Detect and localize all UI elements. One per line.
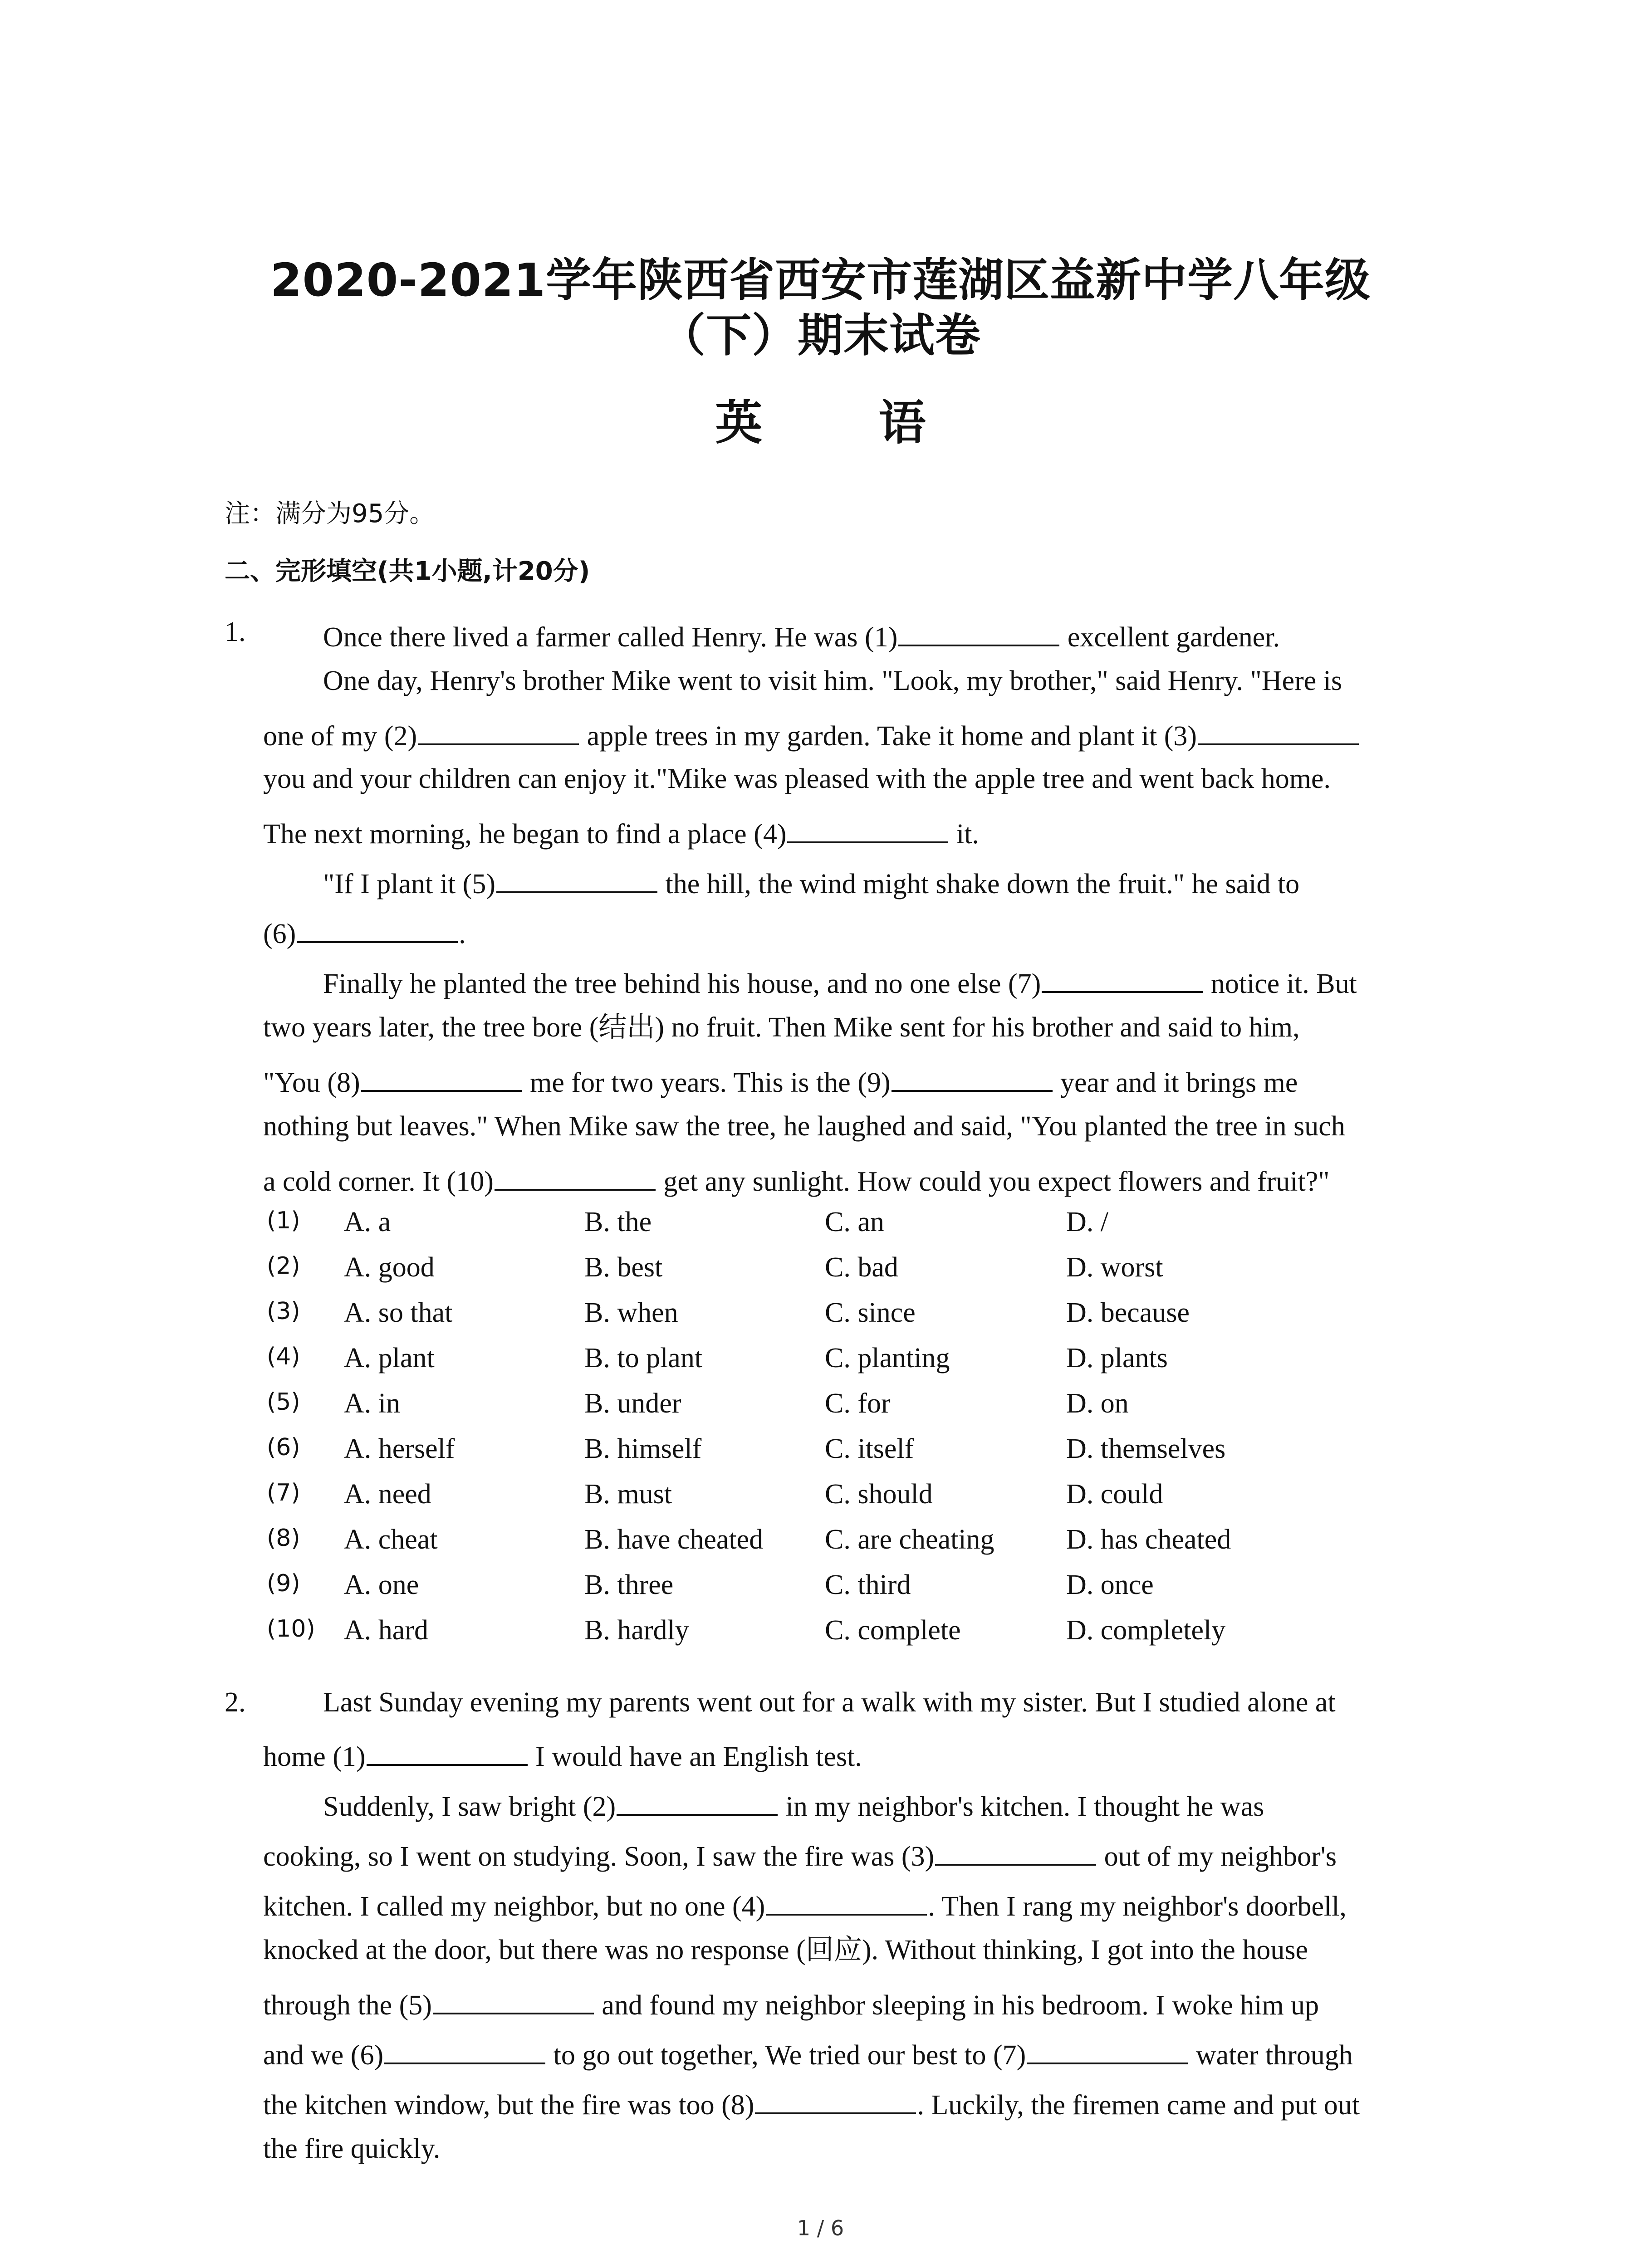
option-b[interactable]: B. when (584, 1297, 678, 1328)
passage-line (263, 765, 1331, 793)
text: me for two years. This is the (9) (523, 1067, 891, 1098)
option-d[interactable]: D. worst (1066, 1252, 1163, 1283)
answer-blank[interactable] (418, 717, 579, 745)
text: to go out together, We tried our best to (7) (546, 2039, 1026, 2071)
passage-line (263, 1837, 1337, 1871)
text: Last Sunday evening my parents went out for a walk with my sister. But I studied alone at (323, 1687, 1336, 1718)
text: notice it. But (1204, 968, 1357, 999)
answer-blank[interactable] (935, 1837, 1096, 1866)
question-number: 1. (225, 616, 246, 647)
passage-line (323, 1787, 1264, 1821)
text: get any sunlight. How could you expect flowers and fruit?" (656, 1166, 1330, 1197)
text: it. (949, 818, 979, 850)
option-number: (9) (267, 1570, 300, 1597)
option-c[interactable]: C. bad (825, 1252, 898, 1283)
answer-blank[interactable] (433, 1986, 594, 2014)
score-note: 注：满分为95分。 (225, 499, 435, 528)
option-a[interactable]: A. need (344, 1479, 431, 1510)
option-b[interactable]: B. have cheated (584, 1524, 764, 1555)
text: "If I plant it (5) (323, 868, 495, 899)
answer-blank[interactable] (898, 618, 1059, 646)
page-number: 1 / 6 (797, 2216, 844, 2240)
option-d[interactable]: D. could (1066, 1479, 1163, 1510)
text: and found my neighbor sleeping in his bedroom. I woke him up (594, 1989, 1319, 2021)
option-b[interactable]: B. must (584, 1479, 672, 1510)
option-a[interactable]: A. so that (344, 1297, 453, 1328)
passage-line (323, 865, 1299, 898)
text: knocked at the door, but there was no response (回应). Without thinking, I got into the house (263, 1935, 1308, 1965)
passage-line (263, 717, 1360, 750)
text: . Luckily, the firemen came and put out (917, 2089, 1360, 2121)
text: the kitchen window, but the fire was too (8) (263, 2089, 754, 2121)
answer-blank[interactable] (496, 865, 657, 893)
passage-line (263, 1162, 1330, 1196)
passage-line (323, 618, 1280, 651)
text: out of my neighbor's (1097, 1841, 1337, 1872)
answer-blank[interactable] (361, 1063, 522, 1092)
text: two years later, the tree bore (结出) no fruit. Then Mike sent for his brother and said to him, (263, 1012, 1300, 1043)
option-c[interactable]: C. complete (825, 1615, 961, 1646)
answer-blank[interactable] (384, 2036, 545, 2064)
option-d[interactable]: D. themselves (1066, 1433, 1226, 1464)
text: nothing but leaves." When Mike saw the tree, he laughed and said, "You planted the tree in such (263, 1111, 1345, 1142)
answer-blank[interactable] (617, 1787, 778, 1816)
option-a[interactable]: A. good (344, 1252, 435, 1283)
option-a[interactable]: A. plant (344, 1343, 435, 1374)
subject-heading: 英 语 (715, 395, 976, 450)
exam-title-line2: （下）期末试卷 (660, 309, 981, 362)
text: the fire quickly. (263, 2133, 441, 2164)
text: Once there lived a farmer called Henry. He was (1) (323, 621, 898, 653)
option-c[interactable]: C. itself (825, 1433, 914, 1464)
text: apple trees in my garden. Take it home and plant it (3) (580, 720, 1197, 752)
text: and we (6) (263, 2039, 384, 2071)
option-b[interactable]: B. under (584, 1388, 681, 1419)
text: cooking, so I went on studying. Soon, I saw the fire was (3) (263, 1841, 935, 1872)
text: you and your children can enjoy it."Mike was pleased with the apple tree and went back home. (263, 763, 1331, 794)
option-number: (7) (267, 1479, 300, 1506)
passage-line (263, 1986, 1319, 2019)
text: water through (1189, 2039, 1353, 2071)
option-b[interactable]: B. to plant (584, 1343, 703, 1374)
option-number: (3) (267, 1298, 300, 1325)
option-d[interactable]: D. once (1066, 1569, 1154, 1600)
section-heading: 二、完形填空(共1小题,计20分) (225, 557, 590, 586)
text: I would have an English test. (528, 1741, 862, 1772)
answer-blank[interactable] (495, 1162, 656, 1191)
option-b[interactable]: B. himself (584, 1433, 702, 1464)
answer-blank[interactable] (297, 914, 458, 943)
passage-line (263, 1063, 1298, 1097)
passage-line (263, 1112, 1345, 1140)
option-number: (1) (267, 1207, 300, 1234)
exam-title-line1: 2020-2021学年陕西省西安市莲湖区益新中学八年级 (270, 254, 1371, 307)
option-b[interactable]: B. the (584, 1207, 652, 1237)
option-b[interactable]: B. three (584, 1569, 674, 1600)
text: excellent gardener. (1060, 621, 1280, 653)
answer-blank[interactable] (755, 2086, 916, 2114)
option-a[interactable]: A. a (344, 1207, 391, 1237)
text: The next morning, he began to find a place (4) (263, 818, 787, 850)
text: Finally he planted the tree behind his house, and no one else (7) (323, 968, 1041, 999)
option-b[interactable]: B. best (584, 1252, 663, 1283)
option-c[interactable]: C. third (825, 1569, 911, 1600)
option-a[interactable]: A. in (344, 1388, 400, 1419)
answer-blank[interactable] (1198, 717, 1359, 745)
option-number: (4) (267, 1343, 300, 1370)
passage-line (263, 2135, 440, 2163)
text: . (459, 918, 466, 949)
answer-blank[interactable] (1042, 964, 1203, 993)
answer-blank[interactable] (766, 1887, 927, 1916)
question-number: 2. (225, 1687, 246, 1718)
text: kitchen. I called my neighbor, but no one (4) (263, 1891, 765, 1922)
passage-line (263, 1737, 862, 1771)
text: "You (8) (263, 1067, 360, 1098)
passage-line (263, 914, 466, 948)
option-number: (5) (267, 1388, 300, 1416)
option-c[interactable]: C. planting (825, 1343, 950, 1374)
text: one of my (2) (263, 720, 417, 752)
option-d[interactable]: D. completely (1066, 1615, 1226, 1646)
passage-line (263, 2086, 1360, 2119)
option-c[interactable]: C. an (825, 1207, 884, 1237)
option-c[interactable]: C. since (825, 1297, 916, 1328)
text: through the (5) (263, 1989, 432, 2021)
option-number: (2) (267, 1252, 300, 1280)
text: year and it brings me (1053, 1067, 1298, 1098)
passage-line (323, 1688, 1336, 1716)
option-number: (8) (267, 1525, 300, 1552)
passage-line (263, 815, 979, 848)
answer-blank[interactable] (892, 1063, 1053, 1092)
option-a[interactable]: A. herself (344, 1433, 455, 1464)
passage-line (263, 2036, 1353, 2069)
option-c[interactable]: C. are cheating (825, 1524, 994, 1555)
passage-line (263, 1013, 1300, 1041)
text: a cold corner. It (10) (263, 1166, 494, 1197)
text: in my neighbor's kitchen. I thought he was (779, 1791, 1264, 1822)
option-d[interactable]: D. has cheated (1066, 1524, 1231, 1555)
text: One day, Henry's brother Mike went to visit him. "Look, my brother," said Henry. "Here is (323, 665, 1342, 696)
option-a[interactable]: A. one (344, 1569, 419, 1600)
option-d[interactable]: D. / (1066, 1207, 1108, 1237)
text: (6) (263, 918, 296, 949)
option-d[interactable]: D. because (1066, 1297, 1190, 1328)
text: home (1) (263, 1741, 366, 1772)
answer-blank[interactable] (787, 815, 948, 843)
option-d[interactable]: D. plants (1066, 1343, 1168, 1374)
option-number: (10) (267, 1615, 315, 1642)
option-a[interactable]: A. hard (344, 1615, 428, 1646)
option-b[interactable]: B. hardly (584, 1615, 689, 1646)
option-c[interactable]: C. should (825, 1479, 933, 1510)
text: Suddenly, I saw bright (2) (323, 1791, 616, 1822)
passage-line (263, 1887, 1347, 1921)
text: . Then I rang my neighbor's doorbell, (928, 1891, 1347, 1922)
passage-line (323, 964, 1357, 998)
passage-line (323, 667, 1342, 695)
option-c[interactable]: C. for (825, 1388, 891, 1419)
text: the hill, the wind might shake down the fruit." he said to (658, 868, 1300, 899)
answer-blank[interactable] (1027, 2036, 1188, 2064)
answer-blank[interactable] (367, 1737, 528, 1766)
option-a[interactable]: A. cheat (344, 1524, 438, 1555)
option-number: (6) (267, 1434, 300, 1461)
passage-line (263, 1936, 1308, 1964)
option-d[interactable]: D. on (1066, 1388, 1129, 1419)
